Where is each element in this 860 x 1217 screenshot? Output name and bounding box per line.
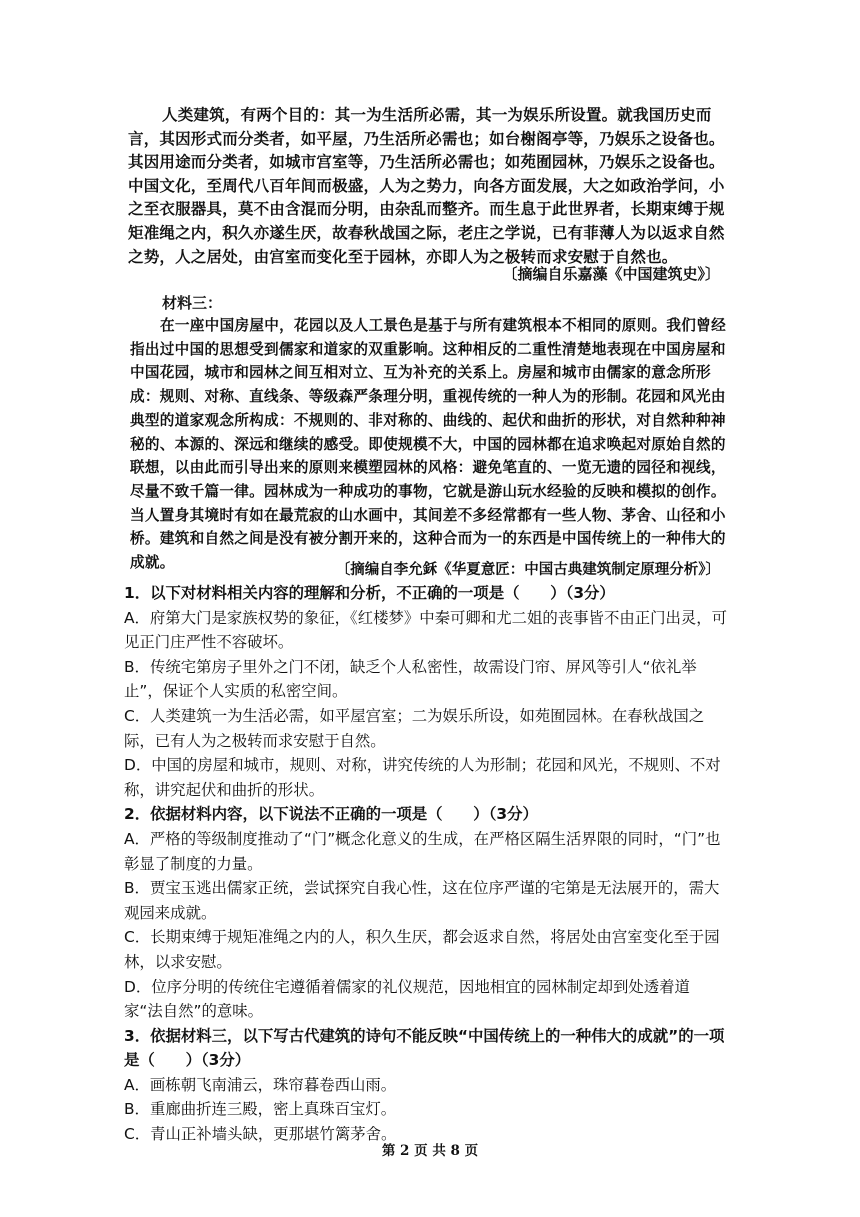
option-a: A．府第大门是家族权势的象征，《红楼梦》中秦可卿和尤二姐的丧事皆不由正门出灵，可见正门庄严性不容破坏。 [124, 608, 728, 652]
questions-section [124, 581, 728, 1147]
option-d: D．中国的房屋和城市，规则、对称，讲究传统的人为形制；花园和风光，不规则、不对称，讲究起伏和曲折的形状。 [124, 756, 721, 799]
option-b: B．贾宝玉逃出儒家正统，尝试探究自我心性，这在位序严谨的宅第是无法展开的，需大观园来成就。 [124, 879, 720, 922]
option-c: C．人类建筑一为生活必需，如平屋宫室；二为娱乐所设，如苑囿园林。在春秋战国之际，已有人为之极转而求安慰于自然。 [124, 706, 705, 750]
option-a: A．画栋朝飞南浦云，珠帘暮卷西山雨。 [124, 1075, 397, 1094]
question-2 [124, 802, 728, 1023]
material-3-section [130, 314, 726, 575]
page-number-footer: 第 2 页 共 8 页 [381, 1143, 479, 1159]
question-stem: 1．以下对材料相关内容的理解和分析，不正确的一项是（ ）（3分） [124, 584, 615, 602]
material-3-paragraph: 在一座中国房屋中，花园以及人工景色是基于与所有建筑根本不相同的原则。我们曾经指出过中国的思想受到儒家和道家的双重影响。这种相反的二重性清楚地表现在中国房屋和中国花园，城市和园林之间互相对立、互为补充的关系上。房屋和城市由儒家的意念所形成：规则、对称、直线条、等级森严条理分明，重视传统的一种人为的形制。花园和风光由典型的道家观念所构成：不规则的、非对称的、曲线的、起伏和曲折的形状，对自然种种神秘的、本源的、深远和继续的感受。即使规模不大，中国的园林都在追求唤起对原始自然的联想，以由此而引导出来的原则来模塑园林的风格：避免笔直的、一览无遗的园径和视线，尽量不致千篇一律。园林成为一种成功的事物，它就是游山玩水经验的反映和模拟的创作。当人置身其境时有如在最荒寂的山水画中，其间差不多经常都有一些人物、茅舍、山径和小桥。建筑和自然之间是没有被分割开来的，这种合而为一的东西是中国传统上的一种伟大的成就。 [130, 317, 726, 572]
material-3-heading: 材料三： [162, 294, 223, 312]
material-3-source: 〔摘编自李允鉌《华夏意匠：中国古典建筑制定原理分析》〕 [335, 561, 720, 578]
question-3 [124, 1024, 728, 1147]
question-stem: 2．依据材料内容，以下说法不正确的一项是（ ）（3分） [124, 805, 538, 824]
material-1-paragraph: 人类建筑，有两个目的：其一为生活所必需，其一为娱乐所设置。就我国历史而言，其因形式而分类者，如平屋，乃生活所必需也；如台榭阁亭等，乃娱乐之设备也。其因用途而分类者，如城市宫室等，乃生活所必需也；如苑囿园林，乃娱乐之设备也。中国文化，至周代八百年间而极盛，人为之势力，向各方面发展，大之如政治学问，小之至衣服器具，莫不由含混而分明，由杂乱而整齐。而生息于此世界者，长期束缚于规矩准绳之内，积久亦遂生厌，故春秋战国之际，老庄之学说，已有菲薄人为以返求自然之势，人之居处，由宫室而变化至于园林，亦即人为之极转而求安慰于自然也。 [128, 105, 725, 266]
material-1-source: 〔摘编自乐嘉藻《中国建筑史》〕 [502, 265, 720, 283]
material-1-section [128, 103, 728, 268]
option-c: C．青山正补墙头缺，更那堪竹篱茅舍。 [124, 1125, 397, 1144]
question-stem: 3．依据材料三，以下写古代建筑的诗句不能反映“中国传统上的一种伟大的成就”的一项是（ ）（3分） [124, 1026, 725, 1070]
option-c: C．长期束缚于规矩准绳之内的人，积久生厌，都会返求自然，将居处由宫室变化至于园林，以求安慰。 [124, 928, 720, 971]
option-a: A．严格的等级制度推动了“门”概念化意义的生成，在严格区隔生活界限的同时，“门”也彰显了制度的力量。 [124, 829, 721, 873]
option-b: B．重廊曲折连三殿，密上真珠百宝灯。 [124, 1100, 397, 1119]
question-1 [124, 581, 728, 802]
option-d: D．位序分明的传统住宅遵循着儒家的礼仪规范，因地相宜的园林制定却到处透着道家“法自然”的意味。 [124, 977, 690, 1021]
option-b: B．传统宅第房子里外之门不闭，缺乏个人私密性，故需设门帘、屏风等引人“依礼举止”，保证个人实质的私密空间。 [124, 657, 697, 701]
